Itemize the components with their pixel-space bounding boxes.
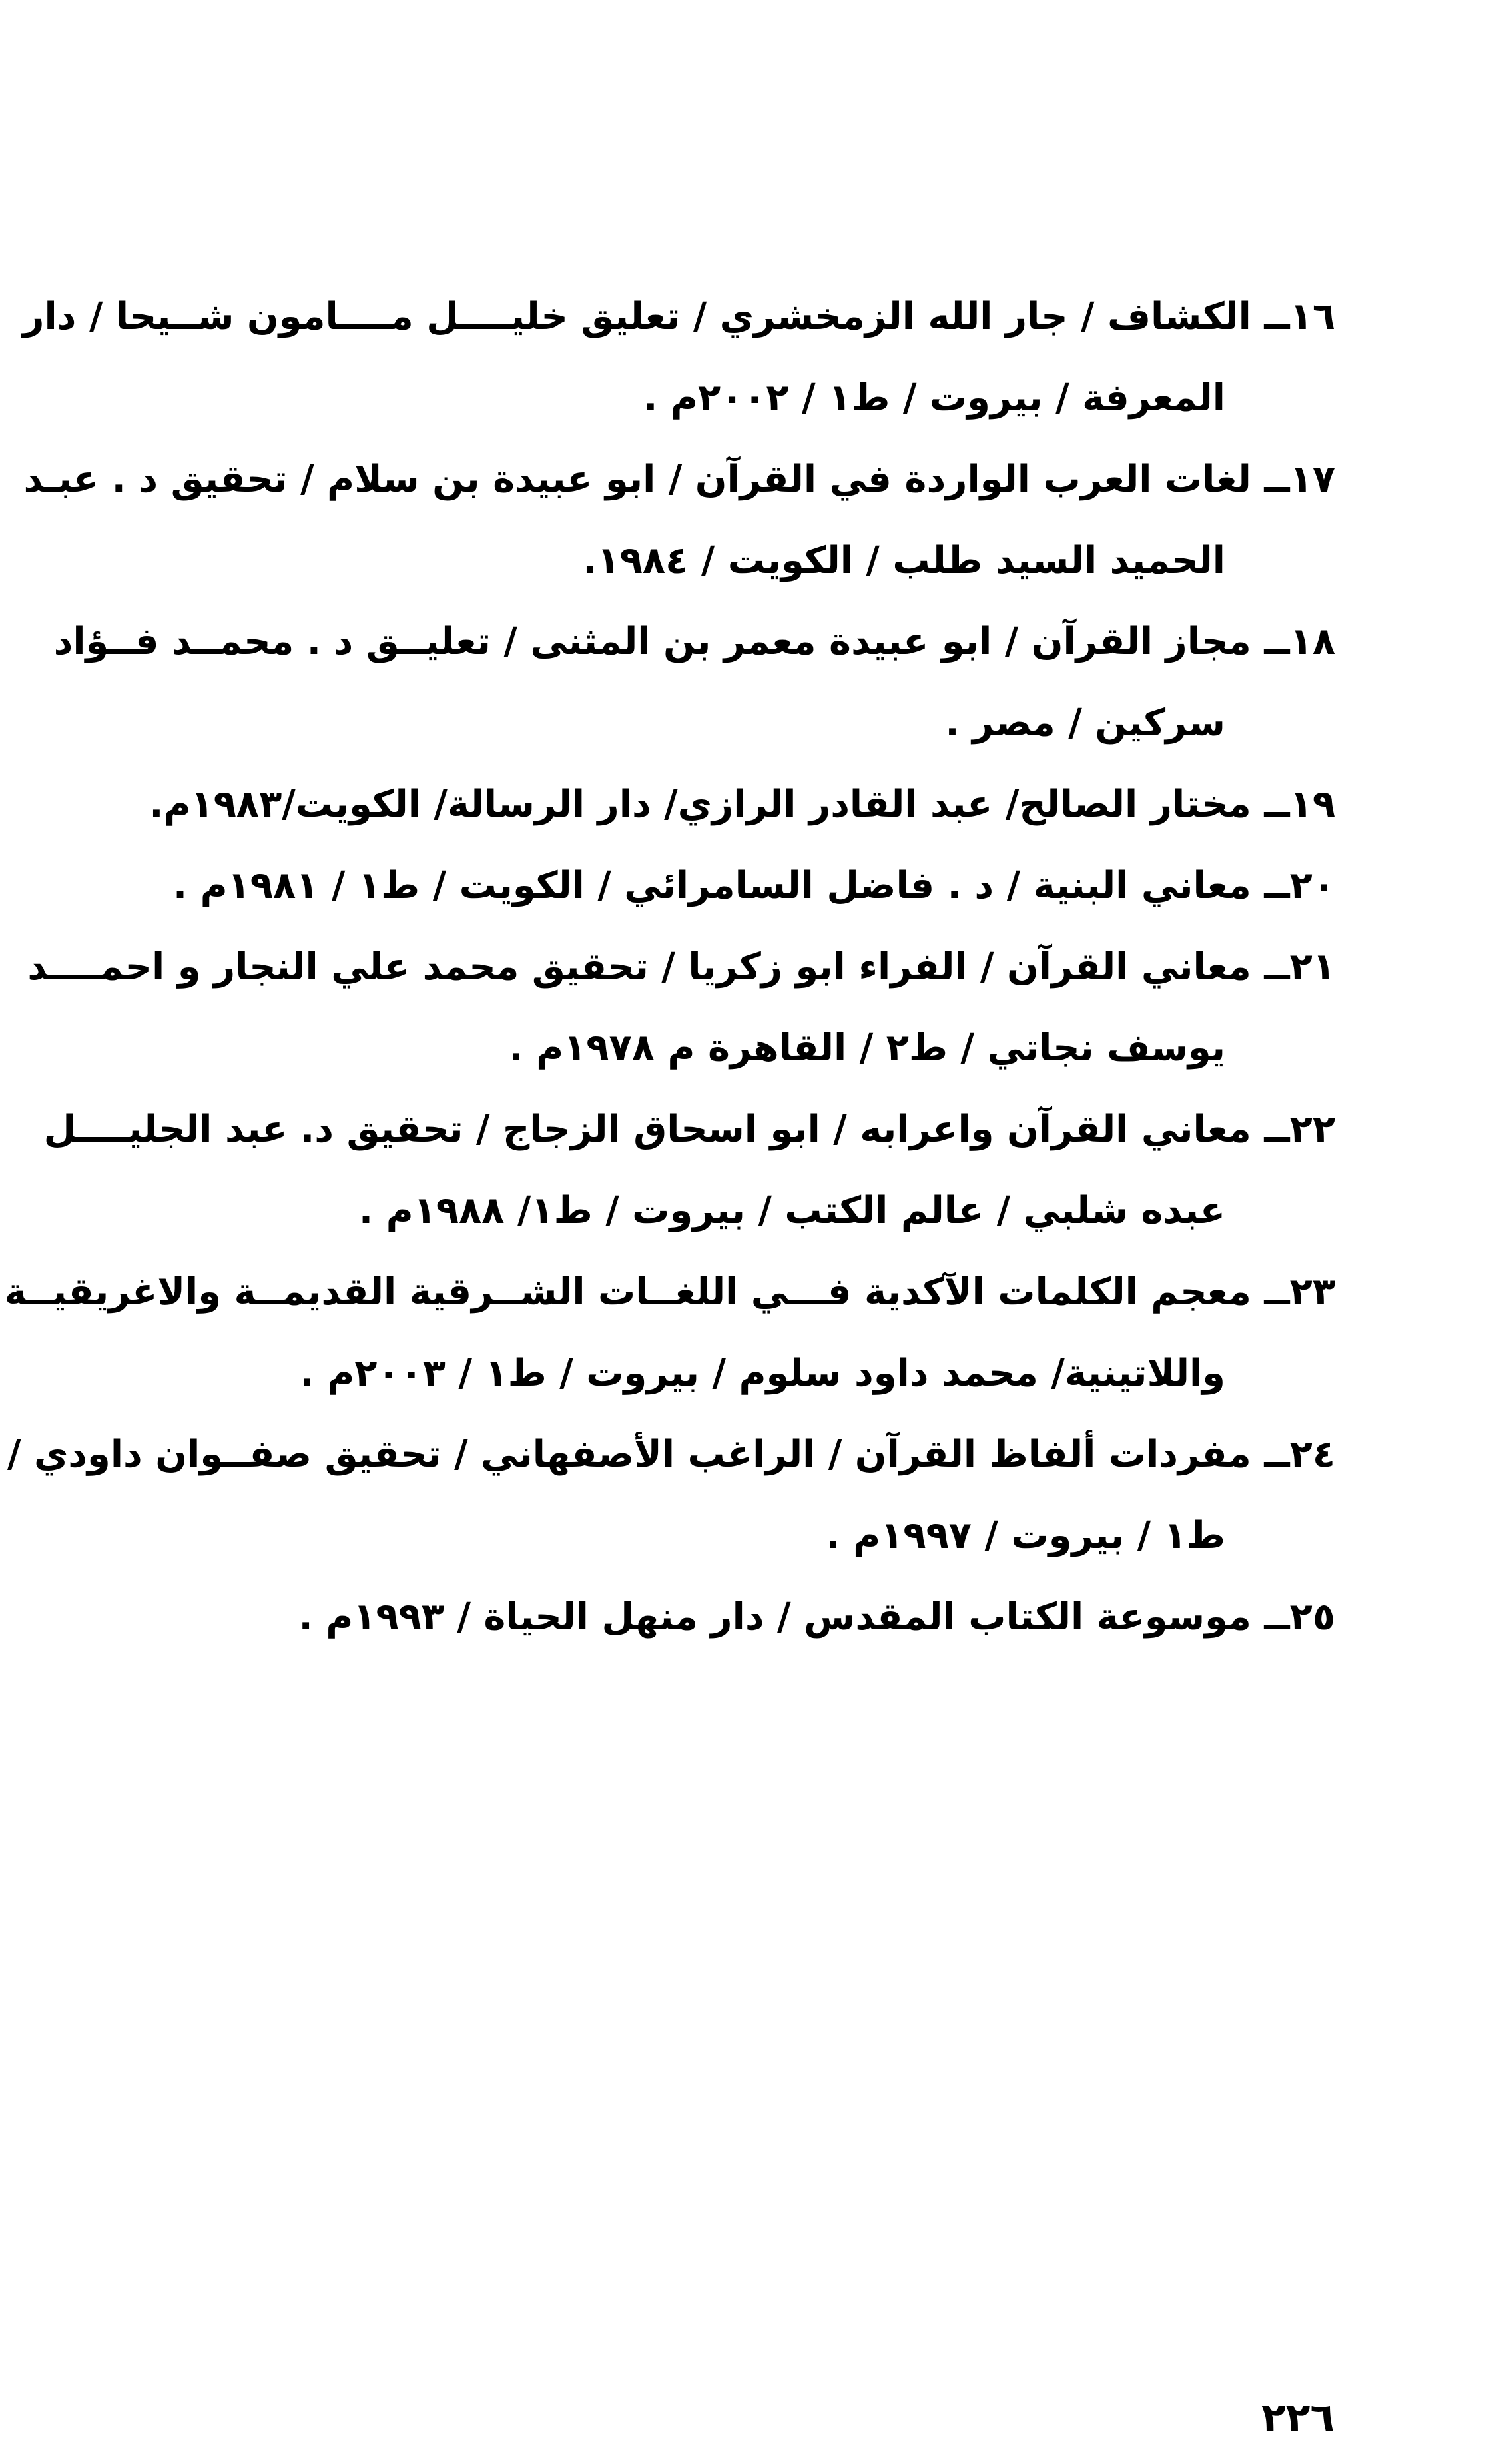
reference-text: لغات العرب الواردة في القرآن / ابو عبيدة بن سلام / تحقيق د . عبـد (23, 458, 1251, 501)
reference-number: ١٦ (1289, 295, 1335, 338)
reference-number-separator: ــ (1251, 864, 1290, 907)
reference-number: ٢٢ (1289, 1108, 1335, 1151)
reference-item (149, 764, 1335, 845)
reference-number-separator: ــ (1251, 1270, 1290, 1314)
reference-number: ٢١ (1289, 945, 1335, 989)
reference-text: الحميد السيد طلب / الكويت / ١٩٨٤. (583, 539, 1225, 582)
reference-number: ٢٠ (1289, 864, 1335, 907)
reference-text: مختار الصالح/ عبد القادر الرازي/ دار الرسالة/ الكويت/١٩٨٣م. (149, 783, 1251, 826)
reference-list (4, 276, 1335, 1658)
reference-continuation-line (156, 1333, 1335, 1414)
reference-item (4, 1252, 1335, 1414)
reference-number: ٢٤ (1289, 1433, 1335, 1476)
reference-continuation-line (156, 1495, 1335, 1577)
reference-text: معاني القرآن واعرابه / ابو اسحاق الزجاج / تحقيق د. عبد الجليــــل (43, 1108, 1251, 1151)
reference-text: مفردات ألفاظ القرآن / الراغب الأصفهاني / تحقيق صفــوان داودي / (7, 1433, 1251, 1476)
reference-text: ط١ / بيروت / ١٩٩٧م . (826, 1514, 1225, 1557)
reference-number-separator: ــ (1251, 945, 1290, 989)
reference-number-separator: ــ (1251, 620, 1290, 663)
reference-text: واللاتينية/ محمد داود سلوم / بيروت / ط١ / ٢٠٠٣م . (300, 1352, 1225, 1395)
reference-number-separator: ــ (1251, 295, 1290, 338)
reference-number: ٢٣ (1289, 1270, 1335, 1314)
reference-text: مجاز القرآن / ابو عبيدة معمر بن المثنى / تعليــق د . محمــد فــؤاد (53, 620, 1251, 663)
reference-text: يوسف نجاتي / ط٢ / القاهرة م ١٩٧٨م . (509, 1027, 1225, 1070)
reference-continuation-line (156, 520, 1335, 602)
reference-continuation-line (156, 1008, 1335, 1089)
reference-item (27, 927, 1335, 1089)
reference-text: عبده شلبي / عالم الكتب / بيروت / ط١/ ١٩٨٨م . (358, 1189, 1225, 1232)
reference-number-separator: ــ (1251, 458, 1290, 501)
reference-first-line (23, 276, 1335, 358)
reference-item (23, 276, 1335, 439)
reference-number-separator: ــ (1251, 1595, 1290, 1639)
reference-text: معجم الكلمات الآكدية فـــي اللغــات الشــرقية القديمــة والاغريقيــة (4, 1270, 1251, 1314)
reference-first-line (27, 927, 1335, 1008)
reference-first-line (156, 1577, 1335, 1658)
reference-item (23, 439, 1335, 602)
reference-text: المعرفة / بيروت / ط١ / ٢٠٠٢م . (643, 376, 1225, 420)
reference-number-separator: ــ (1251, 783, 1290, 826)
reference-number-separator: ــ (1251, 1108, 1290, 1151)
reference-text: الكشاف / جار الله الزمخشري / تعليق خليــــل مــــامون شــيحا / دار (23, 295, 1251, 338)
reference-text: موسوعة الكتاب المقدس / دار منهل الحياة / ١٩٩٣م . (298, 1595, 1251, 1639)
reference-text: سركين / مصر . (945, 701, 1225, 745)
reference-text: معاني القرآن / الفراء ابو زكريا / تحقيق محمد علي النجار و احمــــد (27, 945, 1251, 989)
reference-first-line (4, 1252, 1335, 1333)
reference-number: ٢٥ (1289, 1595, 1335, 1639)
reference-continuation-line (156, 683, 1335, 764)
reference-continuation-line (156, 358, 1335, 439)
reference-number: ١٩ (1289, 783, 1335, 826)
reference-first-line (7, 1414, 1335, 1495)
reference-number: ١٧ (1289, 458, 1335, 501)
reference-item (156, 1577, 1335, 1658)
reference-number: ١٨ (1289, 620, 1335, 663)
reference-item (43, 1089, 1335, 1252)
reference-item (156, 845, 1335, 927)
reference-first-line (149, 764, 1335, 845)
reference-first-line (43, 1089, 1335, 1170)
reference-item (53, 602, 1335, 764)
reference-first-line (156, 845, 1335, 927)
reference-item (7, 1414, 1335, 1577)
reference-first-line (23, 439, 1335, 520)
page-number: ٢٢٦ (1261, 2395, 1335, 2441)
reference-first-line (53, 602, 1335, 683)
reference-number-separator: ــ (1251, 1433, 1290, 1476)
reference-text: معاني البنية / د . فاضل السامرائي / الكويت / ط١ / ١٩٨١م . (172, 864, 1251, 907)
reference-continuation-line (156, 1170, 1335, 1252)
